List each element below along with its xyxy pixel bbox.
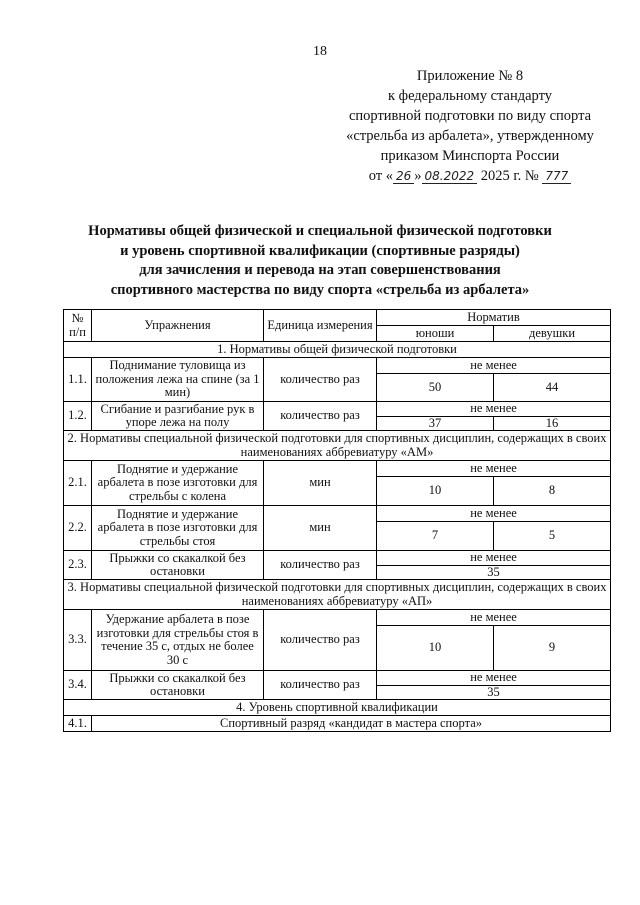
row-num: 3.3. <box>64 610 92 671</box>
row-unit: количество раз <box>264 551 377 580</box>
row-unit: мин <box>264 506 377 551</box>
date-year: 2025 г. № <box>480 168 539 184</box>
handwritten-month: 08.2022 <box>422 169 478 184</box>
header-num: № п/п <box>64 310 92 342</box>
row-exercise: Удержание арбалета в позе изготовки для стрельбы стоя в течение 35 с, отдых не более 30 с <box>92 610 264 671</box>
section-title: 1. Нормативы общей физической подготовки <box>64 342 611 358</box>
row-exercise: Прыжки со скакалкой без остановки <box>92 551 264 580</box>
row-num: 4.1. <box>64 716 92 732</box>
header-girls: девушки <box>494 326 611 342</box>
title-line: спортивного мастерства по виду спорта «стрельба из арбалета» <box>110 281 530 298</box>
appendix-line: спортивной подготовки по виду спорта <box>348 108 592 124</box>
row-min-label: не менее <box>377 402 611 417</box>
row-exercise: Поднятие и удержание арбалета в позе изготовки для стрельбы с колена <box>92 461 264 506</box>
row-boys: 50 <box>377 374 494 402</box>
header-exercise: Упражнения <box>92 310 264 342</box>
row-girls: 44 <box>494 374 611 402</box>
row-num: 1.1. <box>64 358 92 402</box>
row-unit: количество раз <box>264 402 377 431</box>
appendix-line: к федеральному стандарту <box>388 88 552 104</box>
handwritten-number: 777 <box>542 169 571 184</box>
row-num: 2.3. <box>64 551 92 580</box>
row-unit: количество раз <box>264 671 377 700</box>
section-title: 3. Нормативы специальной физической подготовки для спортивных дисциплин, содержащих в своих наименованиях аббревиатуру «АП» <box>64 580 611 610</box>
row-qualification: Спортивный разряд «кандидат в мастера спорта» <box>92 716 611 732</box>
appendix-date-line <box>310 166 630 186</box>
row-min-label: не менее <box>377 461 611 477</box>
header-boys: юноши <box>377 326 494 342</box>
row-unit: мин <box>264 461 377 506</box>
row-boys: 10 <box>377 477 494 506</box>
row-girls: 9 <box>494 626 611 671</box>
row-girls: 8 <box>494 477 611 506</box>
row-unit: количество раз <box>264 610 377 671</box>
title-line: Нормативы общей физической и специальной физической подготовки <box>88 223 552 239</box>
header-norm: Норматив <box>377 310 611 326</box>
row-exercise: Поднимание туловища из положения лежа на спине (за 1 мин) <box>92 358 264 402</box>
norms-table <box>63 309 611 732</box>
section-title: 2. Нормативы специальной физической подготовки для спортивных дисциплин, содержащих в своих наименованиях аббревиатуру «АМ» <box>64 431 611 461</box>
row-exercise: Поднятие и удержание арбалета в позе изготовки для стрельбы стоя <box>92 506 264 551</box>
row-min-label: не менее <box>377 610 611 626</box>
row-num: 2.1. <box>64 461 92 506</box>
appendix-line: «стрельба из арбалета», утвержденному <box>346 128 594 144</box>
row-min-label: не менее <box>377 671 611 686</box>
row-boys: 7 <box>377 522 494 551</box>
title-line: для зачисления и перевода на этап совершенствования <box>139 262 501 278</box>
row-num: 2.2. <box>64 506 92 551</box>
row-min-label: не менее <box>377 358 611 374</box>
appendix-block <box>310 66 630 186</box>
row-value: 35 <box>377 685 611 700</box>
row-min-label: не менее <box>377 506 611 522</box>
date-mid: » <box>414 168 422 184</box>
row-boys: 10 <box>377 626 494 671</box>
appendix-line: Приложение № 8 <box>416 68 524 84</box>
section-title: 4. Уровень спортивной квалификации <box>64 700 611 716</box>
row-min-label: не менее <box>377 551 611 566</box>
row-girls: 5 <box>494 522 611 551</box>
row-boys: 37 <box>377 416 494 431</box>
document-title <box>0 222 640 300</box>
row-num: 3.4. <box>64 671 92 700</box>
date-prefix: от « <box>368 168 393 184</box>
title-line: и уровень спортивной квалификации (спортивные разряды) <box>120 242 520 259</box>
row-exercise: Прыжки со скакалкой без остановки <box>92 671 264 700</box>
handwritten-day: 26 <box>393 169 414 184</box>
row-value: 35 <box>377 565 611 580</box>
row-unit: количество раз <box>264 358 377 402</box>
row-exercise: Сгибание и разгибание рук в упоре лежа на полу <box>92 402 264 431</box>
appendix-line: приказом Минспорта России <box>380 148 560 164</box>
row-num: 1.2. <box>64 402 92 431</box>
page-number: 18 <box>313 44 327 59</box>
row-girls: 16 <box>494 416 611 431</box>
header-unit: Единица измерения <box>264 310 377 342</box>
